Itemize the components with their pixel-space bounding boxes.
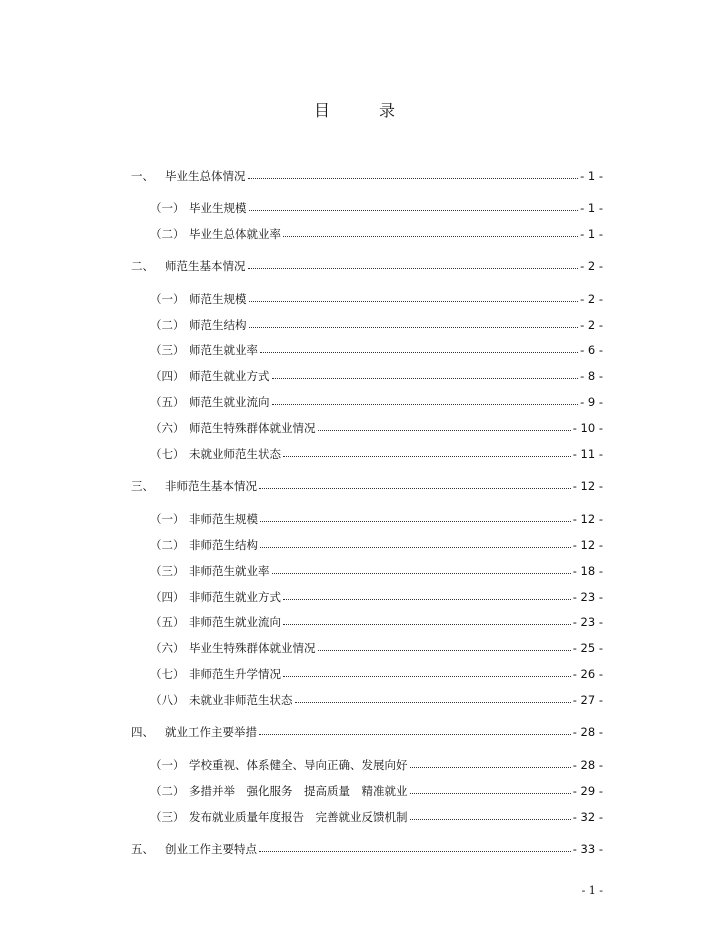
toc-leader-dots <box>318 640 571 651</box>
toc-entry-page: - 27 - <box>572 693 603 707</box>
toc-entry-number: （五） <box>150 395 185 409</box>
toc-entry-page: - 1 - <box>580 169 603 183</box>
toc-entry-page: - 25 - <box>572 641 603 655</box>
toc-entry-number: 四、 <box>131 725 154 739</box>
toc-entry[interactable] <box>150 368 603 384</box>
toc-entry[interactable] <box>150 291 603 307</box>
toc-entry[interactable] <box>150 563 603 579</box>
toc-leader-dots <box>410 809 571 820</box>
toc-entry[interactable] <box>131 724 603 740</box>
toc-entry-title: 师范生基本情况 <box>165 259 246 273</box>
toc-leader-dots <box>295 692 571 703</box>
toc-entry[interactable] <box>150 342 603 358</box>
toc-entry-page: - 8 - <box>580 369 603 383</box>
toc-entry[interactable] <box>150 809 603 825</box>
toc-leader-dots <box>410 757 571 768</box>
toc-entry-title: 非师范生结构 <box>189 538 258 552</box>
toc-entry-number: （一） <box>150 758 185 772</box>
toc-entry-number: 二、 <box>131 259 154 273</box>
toc-entry-number: （三） <box>150 343 185 357</box>
toc-entry[interactable] <box>150 226 603 242</box>
toc-entry[interactable] <box>150 200 603 216</box>
toc-leader-dots <box>260 537 571 548</box>
toc-entry[interactable] <box>150 394 603 410</box>
toc-leader-dots <box>272 563 571 574</box>
toc-entry-page: - 12 - <box>572 479 603 493</box>
toc-entry-title: 非师范生就业方式 <box>189 590 281 604</box>
toc-entry-title: 毕业生总体情况 <box>165 169 246 183</box>
toc-leader-dots <box>249 200 579 211</box>
toc-leader-dots <box>259 841 571 852</box>
toc-entry-title: 未就业非师范生状态 <box>189 693 293 707</box>
toc-entry[interactable] <box>131 841 603 857</box>
toc-entry-page: - 33 - <box>572 842 603 856</box>
toc-entry-title: 发布就业质量年度报告 完善就业反馈机制 <box>189 810 408 824</box>
toc-entry-page: - 12 - <box>572 512 603 526</box>
toc-entry-page: - 1 - <box>580 227 603 241</box>
toc-entry-title: 非师范生就业率 <box>189 564 270 578</box>
toc-entry-page: - 11 - <box>572 447 603 461</box>
toc-leader-dots <box>283 446 571 457</box>
toc-entry[interactable] <box>131 258 603 274</box>
toc-entry-page: - 1 - <box>580 201 603 215</box>
toc-entry-number: （四） <box>150 369 185 383</box>
toc-leader-dots <box>249 291 579 302</box>
toc-entry-title: 师范生特殊群体就业情况 <box>189 421 316 435</box>
toc-entry-page: - 2 - <box>580 259 603 273</box>
toc-entry-title: 师范生就业方式 <box>189 369 270 383</box>
toc-entry-page: - 12 - <box>572 538 603 552</box>
toc-entry[interactable] <box>150 537 603 553</box>
toc-leader-dots <box>260 511 571 522</box>
toc-entry-page: - 2 - <box>580 318 603 332</box>
toc-entry[interactable] <box>131 168 603 184</box>
toc-entry-number: （二） <box>150 538 185 552</box>
toc-entry-number: （五） <box>150 615 185 629</box>
toc-entry-number: （二） <box>150 318 185 332</box>
toc-entry-title: 师范生规模 <box>189 292 247 306</box>
toc-entry[interactable] <box>150 614 603 630</box>
toc-entry[interactable] <box>150 783 603 799</box>
toc-leader-dots <box>272 368 579 379</box>
toc-entry-number: （六） <box>150 421 185 435</box>
toc-entry-page: - 10 - <box>572 421 603 435</box>
toc-leader-dots <box>248 168 579 179</box>
toc-entry[interactable] <box>150 757 603 773</box>
toc-entry-number: 五、 <box>131 842 154 856</box>
toc-entry-page: - 32 - <box>572 810 603 824</box>
toc-leader-dots <box>283 226 578 237</box>
toc-entry[interactable] <box>150 317 603 333</box>
toc-entry-page: - 2 - <box>580 292 603 306</box>
toc-entry-number: （一） <box>150 292 185 306</box>
toc-entry-number: （一） <box>150 201 185 215</box>
toc-entry-title: 师范生结构 <box>189 318 247 332</box>
toc-leader-dots <box>410 783 571 794</box>
toc-entry-page: - 18 - <box>572 564 603 578</box>
toc-entry-number: （三） <box>150 564 185 578</box>
toc-entry-page: - 23 - <box>572 590 603 604</box>
toc-entry-title: 就业工作主要举措 <box>165 725 257 739</box>
toc-entry-number: （二） <box>150 784 185 798</box>
toc-entry-title: 学校重视、体系健全、导向正确、发展向好 <box>189 758 408 772</box>
toc-entry-number: （二） <box>150 227 185 241</box>
toc-leader-dots <box>318 420 571 431</box>
toc-entry-number: （一） <box>150 512 185 526</box>
toc-entry-title: 非师范生规模 <box>189 512 258 526</box>
toc-entry[interactable] <box>150 511 603 527</box>
toc-entry-title: 师范生就业率 <box>189 343 258 357</box>
toc-leader-dots <box>249 317 579 328</box>
toc-entry-page: - 6 - <box>580 343 603 357</box>
toc-entry-title: 毕业生规模 <box>189 201 247 215</box>
toc-entry[interactable] <box>150 640 603 656</box>
toc-leader-dots <box>260 342 578 353</box>
toc-entry-number: （四） <box>150 590 185 604</box>
toc-leader-dots <box>272 394 579 405</box>
toc-entry[interactable] <box>150 420 603 436</box>
toc-entry-title: 毕业生总体就业率 <box>189 227 281 241</box>
toc-entry[interactable] <box>131 478 603 494</box>
toc-entry-title: 未就业师范生状态 <box>189 447 281 461</box>
toc-entry[interactable] <box>150 446 603 462</box>
toc-leader-dots <box>283 666 571 677</box>
toc-entry-page: - 28 - <box>572 725 603 739</box>
toc-entry-title: 创业工作主要特点 <box>165 842 257 856</box>
toc-entry-title: 毕业生特殊群体就业情况 <box>189 641 316 655</box>
toc-entry-number: 一、 <box>131 169 154 183</box>
toc-entry-number: （七） <box>150 447 185 461</box>
toc-entry[interactable] <box>150 666 603 682</box>
toc-entry[interactable] <box>150 692 603 708</box>
toc-entry[interactable] <box>150 589 603 605</box>
toc-leader-dots <box>283 614 571 625</box>
toc-leader-dots <box>283 589 571 600</box>
toc-leader-dots <box>259 724 571 735</box>
toc-entry-page: - 23 - <box>572 615 603 629</box>
page-number: - 1 - <box>581 884 603 897</box>
toc-entry-number: （三） <box>150 810 185 824</box>
toc-entry-page: - 29 - <box>572 784 603 798</box>
toc-entry-title: 非师范生升学情况 <box>189 667 281 681</box>
toc-leader-dots <box>248 258 579 269</box>
page-title: 目 录 <box>313 101 418 120</box>
toc-entry-page: - 26 - <box>572 667 603 681</box>
toc-entry-title: 师范生就业流向 <box>189 395 270 409</box>
toc-entry-page: - 9 - <box>580 395 603 409</box>
toc-entry-number: （八） <box>150 693 185 707</box>
toc-entry-number: （六） <box>150 641 185 655</box>
toc-entry-number: 三、 <box>131 479 154 493</box>
toc-leader-dots <box>259 478 571 489</box>
toc-entry-page: - 28 - <box>572 758 603 772</box>
toc-entry-title: 非师范生就业流向 <box>189 615 281 629</box>
toc-entry-title: 非师范生基本情况 <box>165 479 257 493</box>
toc-entry-title: 多措并举 强化服务 提高质量 精准就业 <box>189 784 408 798</box>
toc-entry-number: （七） <box>150 667 185 681</box>
